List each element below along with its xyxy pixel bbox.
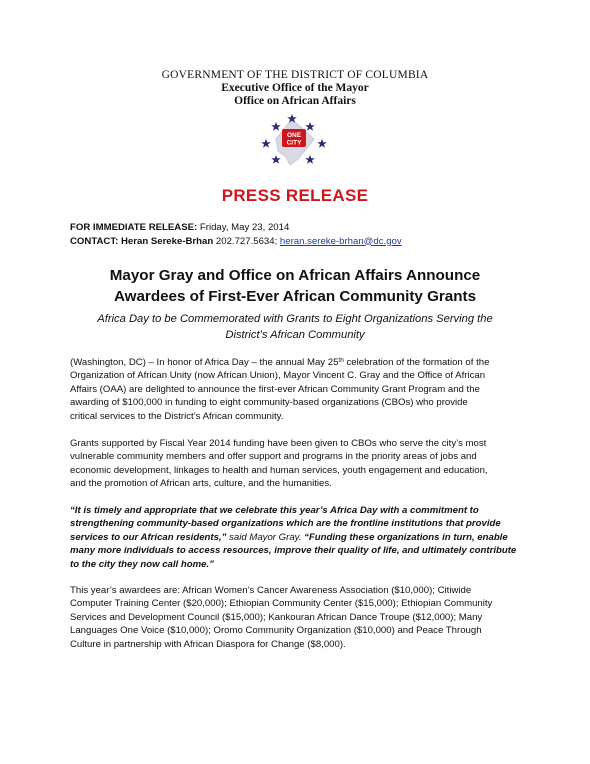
release-line [70, 221, 402, 235]
paragraph-line: economic development, linkages to health and human services, youth engagement and education, [70, 464, 488, 476]
star-icon [271, 155, 281, 164]
contact-phone: 202.727.5634; [213, 235, 280, 247]
paragraph-line: vulnerable community members and offer support and programs in the priority areas of jobs and [70, 451, 477, 463]
contact-label: CONTACT: Heran Sereke-Brhan [70, 235, 214, 247]
logo-text-bottom: CITY [286, 139, 302, 147]
paragraph-line: Languages One Voice ($10,000); Oromo Community Organization ($10,000) and Peace Through [70, 625, 482, 637]
quote-text: “Funding these organizations in turn, enable [304, 531, 508, 543]
paragraph-line: Grants supported by Fiscal Year 2014 funding have been given to CBOs who serve the city’s most [70, 438, 487, 449]
paragraph-line: This year’s awardees are: African Women’s Cancer Awareness Association ($10,000); Citiwide [70, 585, 472, 596]
office-name: Office on African Affairs [234, 95, 356, 107]
quote-line: many more individuals to access resources, improve their quality of life, and ultimately contribute [70, 545, 517, 557]
attribution-text: said Mayor Gray. [226, 531, 305, 543]
star-icon [261, 139, 271, 148]
paragraph-line: Organization of African Unity (now African Union), Mayor Vincent C. Gray and the Office of African [70, 370, 486, 382]
paragraph-line: Affairs (OAA) are delighted to announce the first-ever African Community Grant Program and the [70, 383, 480, 395]
paragraph-line: Computer Training Center ($20,000); Ethiopian Community Center ($15,000); Ethiopian Community [70, 598, 493, 610]
quote-line: “It is timely and appropriate that we celebrate this year’s Africa Day with a commitment to [70, 505, 479, 516]
quote-line: to the city they now call home.” [70, 558, 214, 570]
paragraph-line: and the promotion of African arts, culture, and the humanities. [70, 478, 332, 490]
paragraph-line: awarding of $100,000 in funding to eight community-based organizations (CBOs) who provide [70, 397, 468, 409]
paragraph-text: celebration of the formation of the [343, 357, 490, 368]
contact-line [70, 235, 402, 249]
headline-line: Mayor Gray and Office on African Affairs Announce [109, 267, 481, 284]
paragraph-line: critical services to the District’s African community. [70, 410, 284, 422]
one-city-logo [254, 113, 338, 169]
mayor-quote [70, 504, 526, 571]
paragraph-line [70, 356, 526, 369]
ordinal-suffix: th [338, 357, 344, 364]
star-icon [305, 122, 315, 131]
government-header [0, 69, 590, 108]
intro-paragraph [70, 356, 526, 423]
subheadline [0, 311, 590, 343]
logo-text-top: ONE [286, 132, 302, 139]
awardees-paragraph [70, 584, 526, 651]
headline [0, 265, 590, 307]
subheadline-line: District’s African Community [225, 329, 365, 341]
contact-email-link[interactable]: heran.sereke-brhan@dc.gov [279, 235, 402, 247]
quote-line [70, 531, 526, 544]
release-meta [70, 221, 402, 248]
release-label: FOR IMMEDIATE RELEASE: [70, 222, 198, 233]
star-icon [317, 139, 327, 148]
executive-office-name: Executive Office of the Mayor [221, 82, 369, 94]
headline-line: Awardees of First-Ever African Community Grants [113, 288, 477, 305]
subheadline-line: Africa Day to be Commemorated with Grants to Eight Organizations Serving the [97, 313, 493, 325]
press-release-title: PRESS RELEASE [221, 186, 369, 205]
paragraph-line: Culture in partnership with African Diaspora for Change ($8,000). [70, 638, 346, 650]
quote-text: services to our African residents,” [70, 531, 227, 543]
release-date: Friday, May 23, 2014 [197, 222, 290, 233]
government-name: GOVERNMENT OF THE DISTRICT OF COLUMBIA [161, 69, 429, 81]
star-icon [271, 122, 281, 131]
grants-paragraph [70, 437, 526, 491]
paragraph-line: Services and Development Council ($15,000); Kankouran African Dance Troupe ($12,000); Many [70, 611, 483, 623]
star-icon [305, 155, 315, 164]
paragraph-text: (Washington, DC) – In honor of Africa Day – the annual May 25 [70, 357, 339, 368]
quote-line: strengthening community-based organizations which are the frontline institutions that provide [70, 518, 501, 530]
